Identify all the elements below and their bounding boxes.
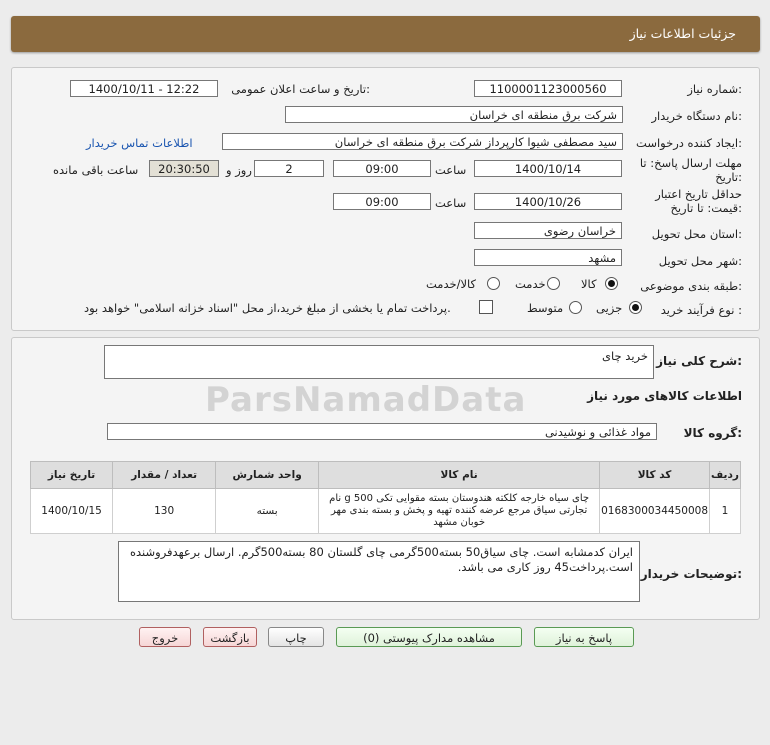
category-radio-goods[interactable] bbox=[605, 277, 618, 290]
category-option-goods-service: کالا/خدمت bbox=[426, 277, 477, 291]
process-radio-medium[interactable] bbox=[569, 301, 582, 314]
category-radio-goods-service[interactable] bbox=[487, 277, 500, 290]
col-date: تاریخ نیاز bbox=[31, 462, 113, 489]
col-unit: واحد شمارش bbox=[216, 462, 319, 489]
page-title: جزئیات اطلاعات نیاز bbox=[629, 26, 736, 41]
col-row: ردیف bbox=[710, 462, 741, 489]
back-button[interactable]: بازگشت bbox=[203, 627, 257, 647]
col-qty: تعداد / مقدار bbox=[113, 462, 216, 489]
general-desc-field: خرید چای bbox=[104, 345, 654, 379]
items-table bbox=[30, 461, 741, 534]
need-number-field: 1100001123000560 bbox=[474, 80, 622, 97]
city-field: مشهد bbox=[474, 249, 622, 266]
goods-group-label: گروه کالا: bbox=[683, 426, 742, 440]
process-label: نوع فرآیند خرید : bbox=[660, 303, 742, 317]
validity-date-field: 1400/10/26 bbox=[474, 193, 622, 210]
announce-label: تاریخ و ساعت اعلان عمومی: bbox=[231, 82, 370, 96]
buyer-notes-label: توضیحات خریدار: bbox=[640, 567, 742, 581]
treasury-checkbox[interactable] bbox=[479, 300, 493, 314]
cell-date: 1400/10/15 bbox=[31, 489, 113, 534]
category-label: طبقه بندی موضوعی: bbox=[640, 279, 742, 293]
buyer-org-field: شرکت برق منطقه ای خراسان bbox=[285, 106, 623, 123]
buyer-contact-link[interactable]: اطلاعات تماس خریدار bbox=[86, 136, 193, 150]
process-option-minor: جزیی bbox=[596, 301, 623, 315]
category-radio-service[interactable] bbox=[547, 277, 560, 290]
province-field: خراسان رضوی bbox=[474, 222, 622, 239]
need-number-label: شماره نیاز: bbox=[687, 82, 742, 96]
announce-field: 1400/10/11 - 12:22 bbox=[70, 80, 218, 97]
reply-time-label: ساعت bbox=[435, 163, 467, 177]
cell-row: 1 bbox=[710, 489, 741, 534]
process-radio-minor[interactable] bbox=[629, 301, 642, 314]
buyer-org-label: نام دستگاه خریدار: bbox=[651, 109, 742, 123]
validity-time-field: 09:00 bbox=[333, 193, 431, 210]
table-row bbox=[31, 489, 741, 534]
goods-group-field: مواد غذائی و نوشیدنی bbox=[107, 423, 657, 440]
validity-time-label: ساعت bbox=[435, 196, 467, 210]
exit-button[interactable]: خروج bbox=[139, 627, 191, 647]
requester-field: سید مصطفی شیوا کارپرداز شرکت برق منطقه ای خراسان bbox=[222, 133, 623, 150]
reply-button[interactable]: پاسخ به نیاز bbox=[534, 627, 634, 647]
treasury-note: پرداخت تمام یا بخشی از مبلغ خرید،از محل "اسناد خزانه اسلامی" خواهد بود. bbox=[84, 301, 451, 315]
category-option-service: خدمت bbox=[515, 277, 546, 291]
items-table-header bbox=[31, 462, 741, 489]
province-label: استان محل تحویل: bbox=[651, 227, 742, 241]
buyer-notes-field: ایران کدمشابه است. چای سیاق50 بسته500گرمی چای گلستان 80 بسته500گرم. ارسال برعهدفروشنده است.پرداخت45 روز کاری می باشد. bbox=[118, 541, 640, 602]
city-label: شهر محل تحویل: bbox=[658, 254, 742, 268]
items-info-heading: اطلاعات کالاهای مورد نیاز bbox=[587, 389, 742, 403]
cell-name: چای سیاه خارجه کلکته هندوستان بسته مقوایی تکی 500 g نام تجارتی سیاق مرجع عرضه کننده تهیه و پخش و بسته بندی مهر خوبان مشهد bbox=[319, 489, 600, 534]
watermark-text: ParsNamadData bbox=[205, 380, 527, 420]
days-field: 2 bbox=[254, 160, 324, 177]
col-code: کد کالا bbox=[600, 462, 710, 489]
validity-label: حداقل تاریخ اعتبار قیمت: تا تاریخ: bbox=[655, 187, 742, 215]
cell-qty: 130 bbox=[113, 489, 216, 534]
reply-time-field: 09:00 bbox=[333, 160, 431, 177]
remaining-time-field: 20:30:50 bbox=[149, 160, 219, 177]
page-header bbox=[11, 16, 760, 52]
col-name: نام کالا bbox=[319, 462, 600, 489]
print-button[interactable]: چاپ bbox=[268, 627, 324, 647]
remaining-label: ساعت باقی مانده bbox=[53, 163, 139, 177]
general-desc-label: شرح کلی نیاز: bbox=[656, 354, 742, 368]
reply-deadline-label: مهلت ارسال پاسخ: تا تاریخ: bbox=[639, 156, 742, 184]
category-option-goods: کالا bbox=[581, 277, 597, 291]
cell-unit: بسته bbox=[216, 489, 319, 534]
process-option-medium: متوسط bbox=[527, 301, 564, 315]
days-label: روز و bbox=[226, 163, 252, 177]
attachments-button[interactable]: مشاهده مدارک پیوستی (0) bbox=[336, 627, 522, 647]
reply-date-field: 1400/10/14 bbox=[474, 160, 622, 177]
cell-code: 0168300034450008 bbox=[600, 489, 710, 534]
requester-label: ایجاد کننده درخواست: bbox=[636, 136, 742, 150]
